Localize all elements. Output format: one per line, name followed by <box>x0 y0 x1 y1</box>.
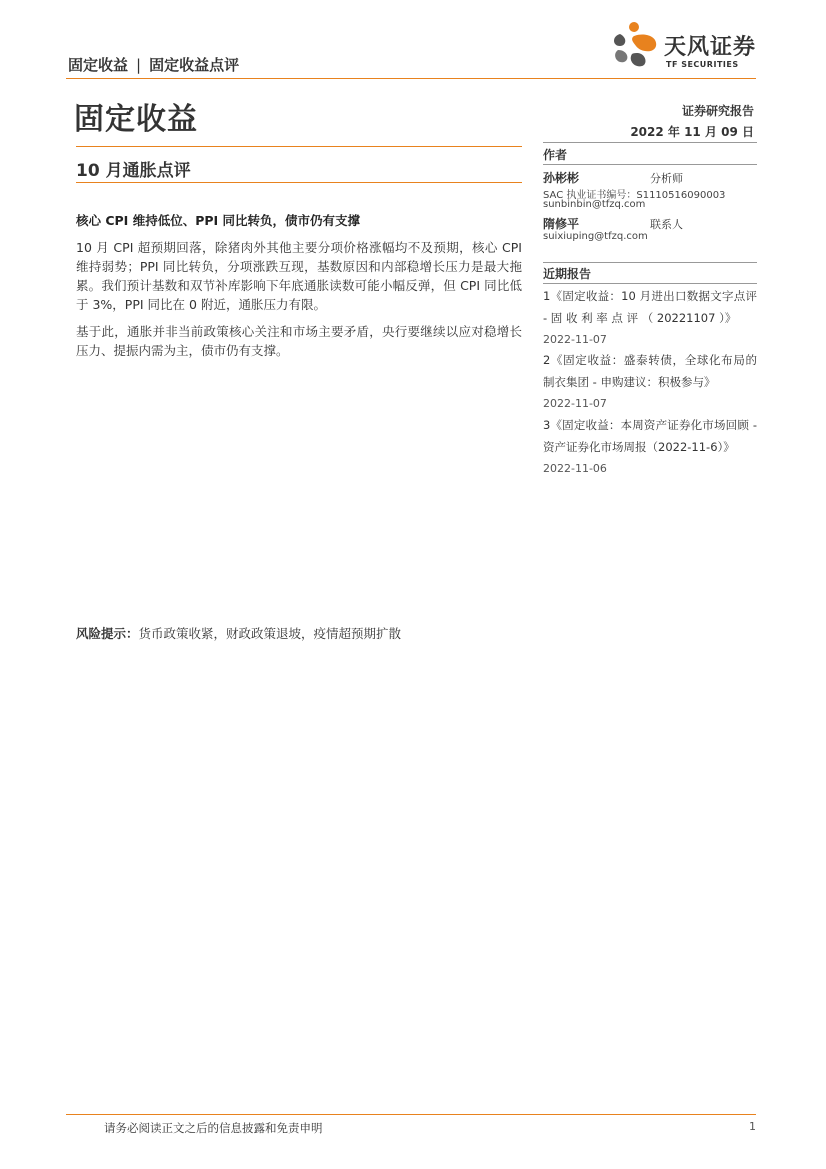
author-name-1: 孙彬彬 <box>543 171 580 185</box>
recent-report-date-1: 2022-11-07 <box>543 333 607 346</box>
summary-heading: 核心 CPI 维持低位、PPI 同比转负，债市仍有支撑 <box>76 213 361 228</box>
recent-report-1[interactable] <box>543 285 757 351</box>
risk-text: 货币政策收紧，财政政策退坡，疫情超预期扩散 <box>138 626 402 641</box>
logo-text-cn: 天风证券 <box>664 35 757 60</box>
page-title: 固定收益 <box>74 102 198 137</box>
risk-warning <box>76 624 401 642</box>
author-name-2: 隋修平 <box>543 217 580 231</box>
report-subtitle: 10 月通胀点评 <box>76 161 191 181</box>
header-divider <box>66 78 756 79</box>
report-type: 证券研究报告 <box>681 104 754 118</box>
logo-mark-icon <box>610 20 662 76</box>
recent-report-3[interactable] <box>543 414 757 480</box>
summary-paragraph-2: 基于此，通胀并非当前政策核心关注和市场主要矛盾，央行要继续以应对稳增长压力、提振内需为主，债市仍有支撑。 <box>76 324 522 358</box>
author-cert-1: SAC 执业证书编号：S1110516090003 <box>543 190 726 201</box>
recent-report-date-3: 2022-11-06 <box>543 462 607 475</box>
recent-reports-label: 近期报告 <box>543 267 592 281</box>
sidebar-divider-top <box>543 142 757 143</box>
company-logo <box>610 20 760 76</box>
recent-label-divider <box>543 283 757 284</box>
report-date: 2022 年 11 月 09 日 <box>630 125 754 139</box>
header-separator: | <box>136 56 142 74</box>
header-category-main: 固定收益 <box>68 56 129 74</box>
author-role-1: 分析师 <box>650 172 683 185</box>
author-email-2[interactable]: suixiuping@tfzq.com <box>543 231 648 242</box>
recent-report-title-1[interactable]: 1《固定收益：10 月进出口数据文字点评 - 固 收 利 率 点 评 （ 20221107 ）》 <box>543 289 757 325</box>
recent-report-title-3[interactable]: 3《固定收益：本周资产证券化市场回顾 - 资产证券化市场周报（2022-11-6）》 <box>543 418 757 454</box>
author-role-2: 联系人 <box>650 218 683 231</box>
summary-paragraph-1: 10 月 CPI 超预期回落，除猪肉外其他主要分项价格涨幅均不及预期，核心 CPI 维持弱势；PPI 同比转负，分项涨跌互现，基数原因和内部稳增长压力是最大拖累。我们预计基数和双节补库影响下年底通胀读数可能小幅反弹，但 CPI 同比低于 3%，PPI 同比在 0 附近，通胀压力有限。 <box>76 240 522 312</box>
footer-divider <box>66 1114 756 1115</box>
risk-label: 风险提示： <box>76 626 139 641</box>
authors-label: 作者 <box>543 148 568 162</box>
authors-label-divider <box>543 164 757 165</box>
recent-divider-top <box>543 262 757 263</box>
header-category-sub: 固定收益点评 <box>149 56 240 74</box>
title-divider-bottom <box>76 182 522 183</box>
header-category <box>68 54 239 75</box>
author-email-1[interactable]: sunbinbin@tfzq.com <box>543 199 646 210</box>
recent-report-2[interactable] <box>543 349 757 415</box>
recent-report-title-2[interactable]: 2《固定收益：盛泰转债，全球化布局的制衣集团 - 申购建议：积极参与》 <box>543 353 757 389</box>
logo-text-en: TF SECURITIES <box>666 60 739 69</box>
title-divider-top <box>76 146 522 147</box>
page-number: 1 <box>749 1120 756 1133</box>
recent-report-date-2: 2022-11-07 <box>543 397 607 410</box>
footer-disclaimer: 请务必阅读正文之后的信息披露和免责申明 <box>104 1121 323 1135</box>
